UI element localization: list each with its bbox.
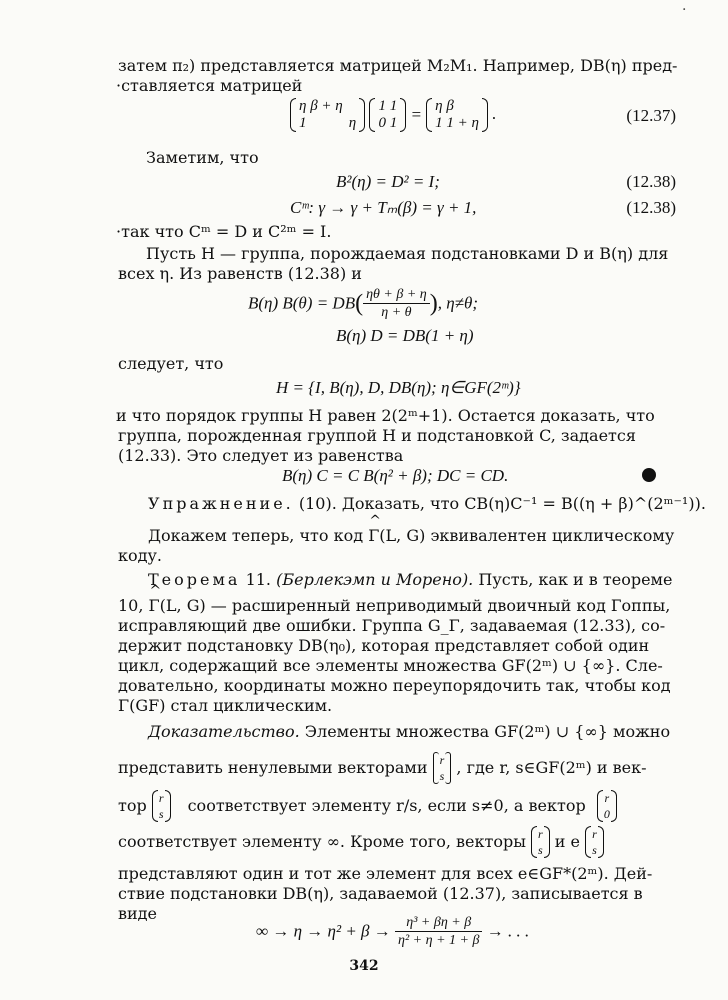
- equation-12-38b: Cᵐ: γ → γ + Tₘ(β) = γ + 1,: [290, 198, 477, 217]
- exercise-line: [148, 494, 706, 514]
- exercise-label: Упражнение.: [148, 494, 294, 513]
- proof-line-5: представляют один и тот же элемент для всех e∈GF*(2ᵐ). Дей-: [118, 864, 653, 883]
- text-line-9: группа, порожденная группой H и подстановкой C, задается: [118, 426, 636, 445]
- theorem-authors: (Берлекэмп и Морено).: [276, 570, 474, 589]
- text-line-5: Пусть H — группа, порождаемая подстановками D и B(η) для: [146, 244, 669, 263]
- theorem-line-4: держит подстановку DB(η₀), которая представляет собой один: [118, 636, 650, 655]
- corner-mark: ·: [682, 2, 687, 18]
- vector-rs-3: r s: [585, 826, 604, 858]
- vector-rs-2: r s: [531, 826, 550, 858]
- theorem-line-7: Γ(GF) стал циклическим.: [118, 696, 333, 715]
- exercise-text: (10). Доказать, что CB(η)C⁻¹ = B((η + β)^(2ᵐ⁻¹)).: [298, 494, 706, 513]
- text-line-6: всех η. Из равенств (12.38) и: [118, 264, 362, 283]
- equation-h: H = {I, B(η), D, DB(η); η∈GF(2ᵐ)}: [276, 378, 521, 397]
- gamma-hat: ^ Γ(L, G) эквивалентен циклическому: [368, 526, 674, 546]
- text-line-12: коду.: [118, 546, 162, 565]
- matrix-right: η β 1 1 + η: [426, 98, 488, 132]
- theorem-line-6: довательно, координаты можно переупорядочить так, чтобы код: [118, 676, 671, 695]
- theorem-line-2: 10, ^ Γ(L, G) — расширенный неприводимый двоичный код Гоппы,: [118, 596, 670, 616]
- text-line-4: ·так что Cᵐ = D и C²ᵐ = I.: [116, 222, 332, 241]
- equation-bd: B(η) D = DB(1 + η): [336, 326, 474, 345]
- proof-line-1: Доказательство. Элементы множества GF(2ᵐ) ∪ {∞} можно: [148, 722, 671, 741]
- text-line-1: затем π₂) представляется матрицей M₂M₁. Например, DB(η) пред-: [118, 56, 678, 75]
- proof-label: Доказательство.: [148, 722, 300, 741]
- eq-label-12-38b: (12.38): [626, 198, 676, 217]
- theorem-label: Теорема: [148, 570, 241, 589]
- fraction-bb: $\frac{\eta\theta + \beta + \eta}{\eta + \theta}$: [363, 286, 430, 321]
- equation-last: ∞ → η → η² + β → $\frac{\text{η³ + βη + β}}{\text{η² + η + 1 + β}}$ → . . .: [256, 915, 530, 948]
- proof-line-3: тор r s соответствует элементу r/s, если s≠0, а вектор r 0: [118, 790, 617, 822]
- proof-line-6: ствие подстановки DB(η), задаваемой (12.37), записывается в: [118, 884, 643, 903]
- text-line-2: ·ставляется матрицей: [116, 76, 303, 95]
- page-number: 342: [349, 958, 379, 974]
- proof-line-7: виде: [118, 904, 157, 923]
- text-line-11: Докажем теперь, что код ^ Γ(L, G) эквивалентен циклическому: [148, 526, 674, 546]
- equation-12-38a: B²(η) = D² = I;: [336, 172, 440, 191]
- equation-bb: B(η) B(θ) = DB( $\frac{\eta\theta + \beta + \eta}{\eta + \theta}$ ), η≠θ;: [248, 287, 479, 320]
- theorem-line-3: исправляющий две ошибки. Группа G_Γ, задаваемая (12.33), со-: [118, 616, 666, 635]
- theorem-line-5: цикл, содержащий все элементы множества GF(2ᵐ) ∪ {∞}. Сле-: [118, 656, 663, 675]
- vector-r0: r 0: [597, 790, 617, 822]
- equation-bc: B(η) C = C B(η² + β); DC = CD.: [282, 466, 509, 485]
- equation-12-37: η β + η 1 η 1 1 0 1 = η β 1 1 + η .: [290, 98, 497, 132]
- vector-rs: r s: [152, 790, 171, 822]
- matrix-middle: 1 1 0 1: [369, 98, 406, 132]
- eq-label-12-37: (12.37): [626, 106, 676, 125]
- text-line-3: Заметим, что: [146, 148, 259, 167]
- text-line-8: и что порядок группы H равен 2(2ᵐ+1). Остается доказать, что: [116, 406, 655, 425]
- end-of-proof-marker: [642, 468, 656, 482]
- eq-label-12-38a: (12.38): [626, 172, 676, 191]
- vector-rs-braced: r s: [433, 752, 452, 784]
- theorem-line-1: Теорема 11. (Берлекэмп и Морено). Пусть, как и в теореме: [148, 570, 673, 589]
- proof-line-2: представить ненулевыми векторами r s , где r, s∈GF(2ᵐ) и век-: [118, 753, 647, 783]
- matrix-left: η β + η 1 η: [290, 98, 365, 132]
- text-line-10: (12.33). Это следует из равенства: [118, 446, 404, 465]
- proof-line-4: соответствует элементу ∞. Кроме того, векторы r s и e r s: [118, 826, 604, 858]
- fraction-last: $\frac{\text{η³ + βη + β}}{\text{η² + η + 1 + β}}$: [395, 914, 482, 949]
- text-line-7: следует, что: [118, 354, 224, 373]
